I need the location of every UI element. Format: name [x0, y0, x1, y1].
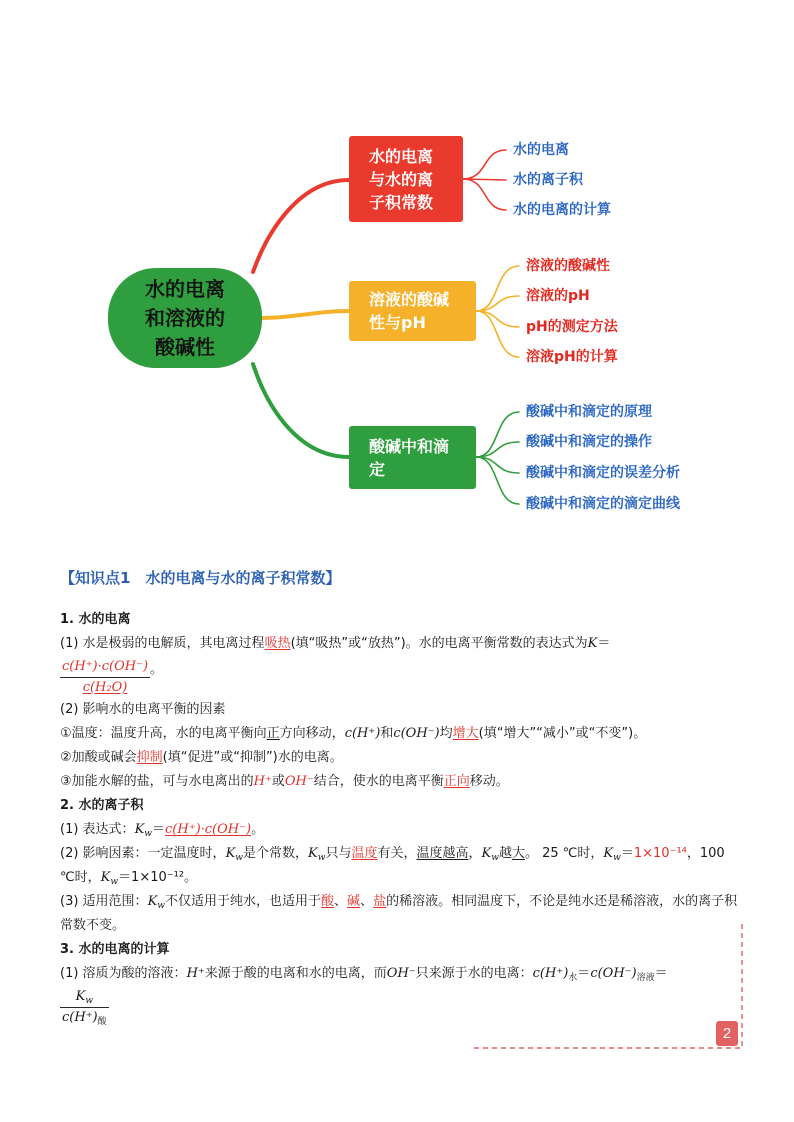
- branch-acid-base-titration: [349, 426, 476, 489]
- text-run: 越: [498, 846, 512, 861]
- connector-leaf: [476, 457, 519, 504]
- answer-blank: 吸热: [264, 636, 291, 651]
- fraction-numerator: [74, 988, 95, 1006]
- text-run: ＝: [597, 636, 611, 651]
- kw-letter: K: [100, 870, 111, 885]
- text-run: (2) 影响因素：一定温度时，: [60, 846, 226, 861]
- answer-blank: 正向: [443, 774, 470, 789]
- answer-blank: 温度: [351, 846, 378, 861]
- mindmap-leaf: pH的测定方法: [526, 319, 618, 335]
- kw-subscript: w: [317, 853, 326, 863]
- answer-blank: 增大: [452, 726, 479, 741]
- underlined-text: 正: [266, 726, 280, 741]
- section-heading: 1. 水的电离: [60, 612, 131, 627]
- text-run: 是个常数，: [243, 846, 309, 861]
- fraction-line-equilibrium-constant: [60, 656, 738, 698]
- connector-leaf: [463, 179, 506, 210]
- branch-water-ionization: [349, 136, 463, 222]
- connector-root-to-water-ionization: [253, 180, 349, 272]
- text-run: 只来源于水的电离：: [415, 966, 533, 981]
- kw-symbol: [226, 846, 243, 861]
- text-run: 或: [271, 774, 285, 789]
- underlined-text: 大: [511, 846, 525, 861]
- mindmap-leaf: 水的离子积: [513, 172, 583, 188]
- kw-symbol: [308, 846, 325, 861]
- kw-subscript: w: [85, 995, 94, 1006]
- text-run: (1) 溶质为酸的溶液：: [60, 966, 187, 981]
- section-heading: 3. 水的电离的计算: [60, 942, 170, 957]
- text-run: 移动。: [469, 774, 509, 789]
- section-heading: 2. 水的离子积: [60, 798, 144, 813]
- text-run: 有关，: [377, 846, 417, 861]
- kw-subscript: w: [235, 853, 243, 863]
- answer-blank: 碱: [347, 894, 361, 909]
- branch-label-line: 性与pH: [369, 313, 426, 332]
- root-topic-line: 酸碱性: [155, 334, 215, 359]
- text-run: 均: [439, 726, 453, 741]
- paragraph-acid-base: [60, 746, 738, 770]
- connector-leaf: [476, 457, 519, 473]
- text-run: 的稀溶液。相同温度下，不论是纯水还是稀溶液，水的离子积常数不变。: [60, 894, 738, 933]
- kw-subscript: w: [157, 901, 165, 911]
- math-expression: OH⁻: [386, 966, 416, 981]
- paragraph-scope: [60, 890, 738, 938]
- page-number: 2: [716, 1021, 738, 1046]
- fraction-line-kw-over-ch: [60, 986, 738, 1028]
- math-expression: c(OH⁻): [393, 726, 440, 741]
- text-run: (1) 表达式：: [60, 822, 135, 837]
- math-expression: c(H⁺): [532, 966, 569, 981]
- branch-solution-acidity-ph: [349, 281, 476, 341]
- text-run: 。 25 ℃时，: [525, 846, 604, 861]
- text-run: ③加能水解的盐，可与水电离出的: [60, 774, 254, 789]
- text-run: 和: [380, 726, 394, 741]
- mindmap-leaf: 酸碱中和滴定的原理: [526, 404, 652, 420]
- text-run: (3) 适用范围：: [60, 894, 148, 909]
- paragraph-expression: [60, 818, 738, 842]
- text-run: (1) 水是极弱的电解质，其电离过程: [60, 636, 265, 651]
- kw-letter: K: [134, 822, 145, 837]
- kw-symbol: [482, 846, 499, 861]
- text-run: ＝1×10⁻¹²。: [118, 870, 198, 885]
- text-run: ，: [468, 846, 482, 861]
- answer-blank: 盐: [373, 894, 387, 909]
- math-expression: OH⁻: [284, 774, 314, 789]
- text-run: 方向移动，: [279, 726, 345, 741]
- branch-label-line: 与水的离: [369, 169, 434, 189]
- kw-letter: K: [481, 846, 492, 861]
- math-expression: c(H⁺): [62, 1009, 98, 1025]
- root-topic-line: 和溶液的: [145, 305, 225, 330]
- mindmap-leaf: 水的电离的计算: [513, 202, 611, 218]
- answer-value: 1×10⁻¹⁴: [633, 846, 687, 861]
- fraction-numerator: c(H⁺)·c(OH⁻): [62, 658, 149, 674]
- fraction-bar: [60, 677, 150, 678]
- text-run: (填“促进”或“抑制”)水的电离。: [162, 750, 343, 765]
- mindmap-leaf: 酸碱中和滴定的滴定曲线: [526, 496, 680, 512]
- underlined-text: 温度越高: [416, 846, 469, 861]
- connector-root-to-solution-acidity: [262, 311, 349, 318]
- connector-leaf: [476, 296, 519, 311]
- math-expression: H⁺: [186, 966, 205, 981]
- kw-subscript: w: [144, 829, 152, 839]
- text-run: 只与: [325, 846, 352, 861]
- answer-blank: 抑制: [136, 750, 163, 765]
- math-expression: c(H⁺): [344, 726, 381, 741]
- fraction: [60, 658, 150, 697]
- mindmap-leaf: 溶液的酸碱性: [526, 258, 610, 274]
- text-run: ①温度：温度升高，水的电离平衡向: [60, 726, 267, 741]
- math-expression: H⁺: [253, 774, 272, 789]
- kw-letter: K: [147, 894, 158, 909]
- kw-symbol: [603, 846, 620, 861]
- paragraph-influencing-factors: [60, 842, 738, 890]
- kw-letter: K: [603, 846, 614, 861]
- text-run: 结合，使水的电离平衡: [313, 774, 444, 789]
- text-run: ＝: [577, 966, 591, 981]
- mindmap-leaf: 水的电离: [513, 142, 569, 158]
- text-run: 来源于酸的电离和水的电离，而: [204, 966, 387, 981]
- paragraph-acid-solution: [60, 962, 738, 986]
- mindmap-leaf: 酸碱中和滴定的误差分析: [526, 465, 680, 481]
- fraction-bar: [60, 1007, 109, 1008]
- branch-label-line: 溶液的酸碱: [369, 290, 450, 309]
- root-topic-line: 水的电离: [145, 276, 225, 301]
- math-symbol: K: [587, 636, 598, 651]
- text-run: 不仅适用于纯水，也适用于: [165, 894, 322, 909]
- text-run: ②加酸或碱会: [60, 750, 137, 765]
- text-run: ＝: [152, 822, 166, 837]
- kw-symbol: [148, 894, 165, 909]
- answer-blank: 酸: [321, 894, 335, 909]
- text-run: 。: [251, 822, 265, 837]
- fraction: [60, 988, 109, 1027]
- branch-label-line: 水的电离: [369, 146, 434, 166]
- kw-subscript: w: [110, 877, 119, 887]
- text-run: ＝: [654, 966, 668, 981]
- paragraph-hydrolysis-salt: [60, 770, 738, 794]
- answer-blank: c(H⁺)·c(OH⁻): [165, 822, 252, 837]
- connector-leaf: [476, 442, 519, 457]
- kw-letter: K: [75, 988, 86, 1004]
- fraction-denominator: c(H₂O): [82, 679, 128, 695]
- paragraph-factors: (2) 影响水的电离平衡的因素: [60, 702, 226, 717]
- text-run: ，100 ℃时，: [60, 846, 725, 885]
- math-expression: c(OH⁻): [590, 966, 637, 981]
- mindmap-leaf: 酸碱中和滴定的操作: [526, 434, 652, 450]
- text-run: 。: [150, 662, 164, 677]
- text-run: (填“吸热”或“放热”)。水的电离平衡常数的表达式为: [290, 636, 588, 651]
- kw-letter: K: [225, 846, 236, 861]
- text-run: 、: [334, 894, 348, 909]
- mindmap-leaf: 溶液pH的计算: [526, 349, 618, 365]
- branch-label-line: 子积常数: [369, 192, 434, 212]
- kw-letter: K: [308, 846, 318, 861]
- subscript: 溶液: [636, 973, 655, 983]
- paragraph-temperature: [60, 722, 738, 746]
- branch-label-line: 定: [369, 459, 386, 479]
- kw-subscript: w: [491, 853, 499, 863]
- kw-symbol: [135, 822, 152, 837]
- mindmap-root-topic: [108, 268, 262, 368]
- fraction-denominator: [60, 1009, 109, 1027]
- knowledge-content: [60, 566, 738, 1028]
- connector-leaf: [476, 311, 519, 327]
- kw-subscript: w: [613, 853, 621, 863]
- connector-leaf: [476, 311, 519, 357]
- connector-leaf: [476, 266, 519, 311]
- subscript: 酸: [97, 1016, 107, 1027]
- connector-leaf: [476, 412, 519, 457]
- paragraph-ionization-process: [60, 632, 738, 656]
- knowledge-point-title: 【知识点1 水的电离与水的离子积常数】: [60, 569, 341, 587]
- text-run: 、: [360, 894, 374, 909]
- text-run: (填“增大”“减小”或“不变”)。: [478, 726, 647, 741]
- text-run: ＝: [620, 846, 634, 861]
- mindmap-leaf: 溶液的pH: [526, 288, 590, 304]
- branch-label-line: 酸碱中和滴: [369, 436, 450, 456]
- connector-root-to-titration: [253, 364, 349, 457]
- connector-leaf: [463, 150, 506, 179]
- kw-symbol: [101, 870, 118, 885]
- subscript: 水: [568, 973, 578, 983]
